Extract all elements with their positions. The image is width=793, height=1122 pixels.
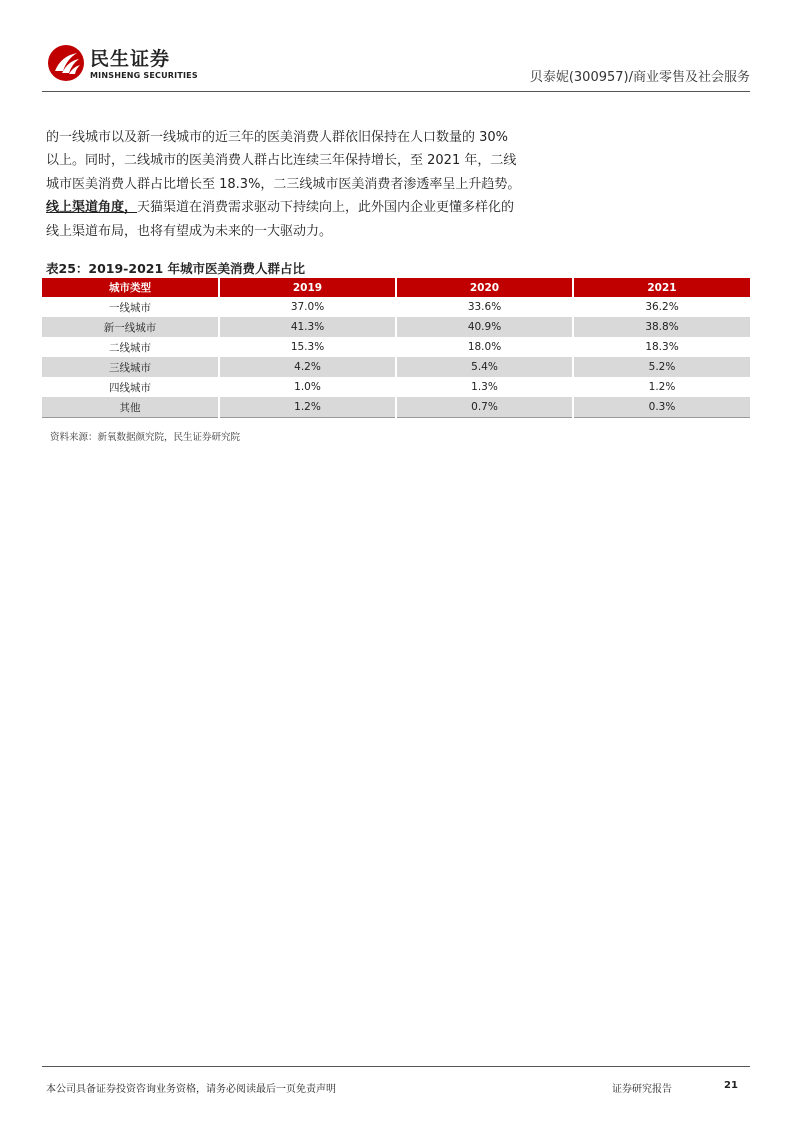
report-title: 贝泰妮(300957)/商业零售及社会服务 [529, 70, 750, 85]
header-2020: 2020 [396, 278, 573, 297]
table-row [42, 397, 750, 418]
table-cell: 40.9% [396, 317, 573, 337]
header-city-type: 城市类型 [42, 278, 219, 297]
table-row [42, 297, 750, 317]
table-cell: 37.0% [219, 297, 396, 317]
table-cell: 33.6% [396, 297, 573, 317]
table-row [42, 357, 750, 377]
table-cell: 0.7% [396, 397, 573, 418]
body-line-4 [46, 196, 526, 219]
table-cell: 1.2% [219, 397, 396, 418]
body-line-1: 的一线城市以及新一线城市的近三年的医美消费人群依旧保持在人口数量的 30% [46, 130, 509, 145]
table-cell: 1.2% [648, 381, 676, 393]
table-cell: 二线城市 [42, 337, 219, 357]
table-header-row [42, 278, 750, 297]
table-cell: 1.3% [396, 377, 573, 397]
table-cell: 15.3% [219, 337, 396, 357]
table-row [42, 317, 750, 337]
header-2019: 2019 [219, 278, 396, 297]
body-line-5: 线上渠道布局，也将有望成为未来的一大驱动力。 [46, 223, 333, 239]
header-divider [42, 91, 750, 92]
table-cell: 0.3% [573, 397, 750, 418]
header-2021: 2021 [573, 278, 750, 297]
page-header [42, 40, 750, 90]
body-line-4-text: 天猫渠道在消费需求驱动下持续向上，此外国内企业更懂多样化的 [137, 200, 515, 216]
table-cell: 36.2% [645, 301, 679, 313]
body-line-3: 城市医美消费人群占比增长至 18.3%，二三线城市医美消费者渗透率呈上升趋势。 [46, 176, 521, 192]
body-paragraph [46, 126, 526, 243]
table-cell: 5.2% [573, 357, 750, 377]
table-cell: 新一线城市 [42, 317, 219, 337]
table-cell: 一线城市 [42, 297, 219, 317]
page-number: 21 [724, 1080, 738, 1091]
table-cell: 5.4% [396, 357, 573, 377]
body-line-2: 以上。同时，二线城市的医美消费人群占比连续三年保持增长，至 2021 年，二线 [46, 153, 517, 169]
logo-chinese-name: 民生证券 [90, 48, 171, 70]
table-cell: 四线城市 [42, 377, 219, 397]
minsheng-logo-icon [47, 44, 85, 82]
table-cell: 18.3% [645, 341, 679, 353]
table-source: 资料来源：新氧数据颜究院，民生证券研究院 [50, 432, 241, 443]
table-cell: 18.0% [396, 337, 573, 357]
table-cell: 4.2% [219, 357, 396, 377]
logo-english-name: MINSHENG SECURITIES [90, 71, 198, 80]
table-cell: 1.0% [219, 377, 396, 397]
table-cell: 其他 [42, 397, 219, 418]
footer-disclaimer: 本公司具备证券投资咨询业务资格，请务必阅读最后一页免责声明 [46, 1084, 336, 1095]
table-cell: 38.8% [573, 317, 750, 337]
table-cell: 41.3% [219, 317, 396, 337]
city-share-table [42, 278, 750, 418]
table-cell: 三线城市 [42, 357, 219, 377]
footer-report-type: 证券研究报告 [612, 1084, 672, 1095]
footer-divider [42, 1066, 750, 1067]
table-row [42, 337, 750, 357]
online-channel-heading: 线上渠道角度， [46, 200, 138, 216]
table-title: 表25：2019-2021 年城市医美消费人群占比 [46, 261, 306, 276]
table-row [42, 377, 750, 397]
